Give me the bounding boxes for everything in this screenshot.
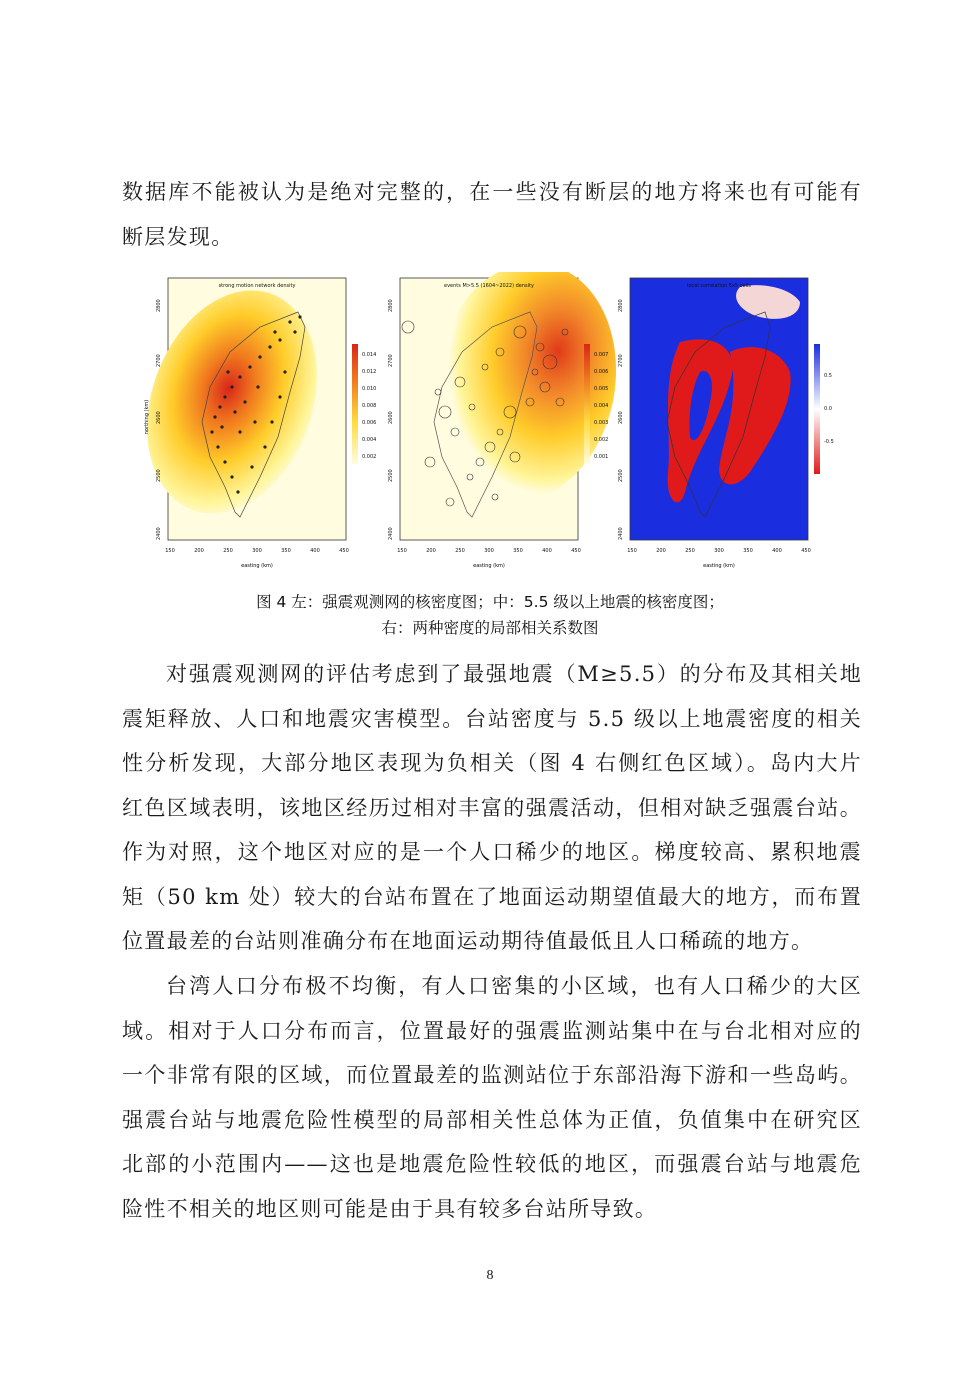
legend-ticks [362, 352, 376, 460]
y-tick: 2500 [156, 469, 162, 482]
paragraph-line: 震矩释放、人口和地震灾害模型。台站密度与 5.5 级以上地震密度的相关 [122, 706, 862, 731]
x-tick: 150 [627, 548, 637, 554]
legend-ticks [824, 373, 834, 445]
x-tick: 450 [339, 548, 349, 554]
legend-tick: 0.005 [594, 386, 609, 392]
x-axis-label: easting (km) [241, 563, 273, 569]
legend-tick: 0.002 [362, 454, 377, 460]
x-tick: 450 [571, 548, 581, 554]
y-tick: 2800 [618, 299, 624, 312]
y-tick: 2400 [618, 527, 624, 540]
y-tick: 2600 [388, 411, 394, 424]
panel-title: strong motion network density [218, 283, 296, 289]
legend-tick: 0.003 [594, 420, 609, 426]
x-tick: 200 [656, 548, 666, 554]
y-axis-label: northing (km) [144, 399, 150, 435]
page-number: 8 [486, 1268, 494, 1283]
legend-tick: 0.004 [594, 403, 609, 409]
panel-title: local correlation 5x5 cells [687, 283, 751, 289]
y-tick: 2800 [388, 299, 394, 312]
paragraph-line: 域。相对于人口分布而言，位置最好的强震监测站集中在与台北相对应的 [122, 1018, 862, 1043]
x-tick: 300 [484, 548, 494, 554]
x-tick: 150 [397, 548, 407, 554]
x-tick: 400 [772, 548, 782, 554]
x-tick: 300 [714, 548, 724, 554]
figure-caption-line-1: 图 4 左：强震观测网的核密度图；中：5.5 级以上地震的核密度图； [256, 593, 724, 611]
paragraph-line: 对强震观测网的评估考虑到了最强地震（M≥5.5）的分布及其相关地 [166, 662, 862, 686]
legend-tick: -0.5 [824, 439, 834, 445]
figure-4 [140, 272, 840, 582]
legend-tick: 0.012 [362, 369, 377, 375]
y-tick: 2500 [618, 469, 624, 482]
x-tick: 350 [281, 548, 291, 554]
x-axis-label: easting (km) [473, 563, 505, 569]
panel-title: events M>5.5 (1604~2022) density [444, 283, 534, 289]
paragraph-line: 红色区域表明，该地区经历过相对丰富的强震活动，但相对缺乏强震台站。 [122, 795, 862, 820]
x-tick: 350 [743, 548, 753, 554]
legend-tick: 0.5 [824, 373, 832, 379]
y-tick: 2700 [156, 354, 162, 367]
panel-local-correlation [618, 278, 834, 569]
panel-station-density [140, 272, 376, 569]
paragraph-line: 性分析发现，大部分地区表现为负相关（图 4 右侧红色区域）。岛内大片 [122, 751, 862, 775]
legend-tick: 0.006 [594, 369, 609, 375]
y-tick: 2400 [388, 527, 394, 540]
x-tick: 450 [801, 548, 811, 554]
paragraph-2 [122, 652, 862, 964]
y-ticks [156, 299, 162, 540]
legend-tick: 0.010 [362, 386, 377, 392]
x-tick: 300 [252, 548, 262, 554]
paragraph-line: 险性不相关的地区则可能是由于具有较多台站所导致。 [122, 1196, 658, 1221]
panel-event-density [388, 272, 634, 569]
x-axis-label: easting (km) [703, 563, 735, 569]
y-tick: 2600 [618, 411, 624, 424]
legend-tick: 0.002 [594, 437, 609, 443]
legend-tick: 0.006 [362, 420, 377, 426]
y-tick: 2400 [156, 527, 162, 540]
paragraph-line: 数据库不能被认为是绝对完整的，在一些没有断层的地方将来也有可能有 [122, 180, 862, 204]
paragraph-1 [122, 170, 862, 259]
paragraph-3 [122, 964, 862, 1231]
x-tick: 250 [685, 548, 695, 554]
paragraph-line: 位置最差的台站则准确分布在地面运动期待值最低且人口稀疏的地方。 [122, 929, 814, 953]
y-ticks [618, 299, 624, 540]
x-tick: 350 [513, 548, 523, 554]
x-tick: 250 [455, 548, 465, 554]
y-tick: 2700 [388, 354, 394, 367]
y-tick: 2500 [388, 469, 394, 482]
paragraph-line: 断层发现。 [122, 224, 234, 249]
paragraph-line: 一个非常有限的区域，而位置最差的监测站位于东部沿海下游和一些岛屿。 [122, 1063, 862, 1087]
paragraph-line: 北部的小范围内——这也是地震危险性较低的地区，而强震台站与地震危 [122, 1152, 862, 1176]
x-tick: 150 [165, 548, 175, 554]
legend-bar [814, 344, 820, 474]
paragraph-line: 台湾人口分布极不均衡，有人口密集的小区域，也有人口稀少的大区 [166, 974, 862, 998]
paragraph-line: 强震台站与地震危险性模型的局部相关性总体为正值，负值集中在研究区 [122, 1107, 862, 1132]
x-ticks [165, 548, 349, 554]
legend-tick: 0.008 [362, 403, 377, 409]
y-tick: 2700 [618, 354, 624, 367]
paragraph-line: 矩（50 km 处）较大的台站布置在了地面运动期望值最大的地方，而布置 [122, 884, 862, 909]
y-ticks [388, 299, 394, 540]
legend-tick: 0.001 [594, 454, 609, 460]
x-tick: 400 [310, 548, 320, 554]
legend-bar [352, 344, 358, 464]
y-tick: 2600 [156, 411, 162, 424]
legend-tick: 0.007 [594, 352, 609, 358]
x-tick: 250 [223, 548, 233, 554]
figure-caption-line-2: 右：两种密度的局部相关系数图 [381, 619, 599, 637]
paragraph-line: 作为对照，这个地区对应的是一个人口稀少的地区。梯度较高、累积地震 [122, 840, 862, 864]
x-tick: 400 [542, 548, 552, 554]
legend-tick: 0.004 [362, 437, 377, 443]
y-tick: 2800 [156, 299, 162, 312]
x-ticks [627, 548, 811, 554]
x-tick: 200 [426, 548, 436, 554]
legend-tick: 0.014 [362, 352, 377, 358]
x-ticks [397, 548, 581, 554]
legend-bar [584, 344, 590, 464]
legend-tick: 0.0 [824, 406, 832, 412]
x-tick: 200 [194, 548, 204, 554]
